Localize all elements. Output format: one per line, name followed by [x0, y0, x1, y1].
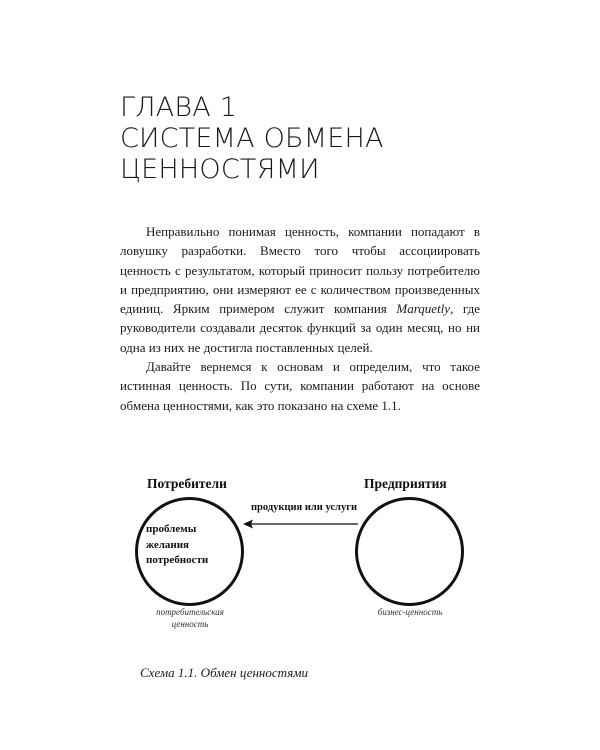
chapter-title-line-2: ЦЕННОСТЯМИ [120, 154, 320, 185]
business-value-label: бизнес-ценность [377, 607, 443, 617]
enterprises-circle [355, 497, 464, 606]
body-text [120, 222, 480, 415]
arrow-left-icon [240, 516, 360, 532]
paragraph-1 [120, 222, 480, 357]
paragraph-2: Давайте вернемся к основам и определим, что такое истинная ценность. По сути, компании работают на основе обмена ценностями, как это показано на схеме 1.1. [120, 359, 480, 413]
chapter-number: ГЛАВА 1 [120, 92, 238, 123]
needs-desires: желания [146, 538, 190, 551]
needs-requirements: потребности [146, 554, 209, 566]
paragraph-1-text-b: , где руководители создавали десяток функций за один месяц, но ни одна из них не достигла поставленных целей. [120, 301, 480, 355]
arrow-label: продукция или услуги [251, 502, 358, 513]
consumer-value-line-1: потребительская [156, 607, 224, 617]
company-name: Marquetly [396, 301, 451, 317]
paragraph-1-text-a: Неправильно понимая ценность, компании попадают в ловушку разработки. Вместо того чтобы ассоциировать ценность с результатом, который приносит пользу потребителю и предприятию, они измеряют ее с количеством произведенных единиц. Ярким примером служит компания [120, 224, 480, 317]
figure-caption: Схема 1.1. Обмен ценностями [140, 665, 309, 680]
chapter-title-line-1: СИСТЕМА ОБМЕНА [120, 123, 384, 154]
consumer-value-line-2: ценность [171, 619, 209, 629]
needs-problems: проблемы [146, 523, 197, 535]
consumers-title: Потребители [147, 476, 227, 491]
enterprises-title: Предприятия [364, 476, 447, 491]
consumer-needs [146, 522, 208, 569]
consumer-value-label [134, 606, 246, 630]
chapter-heading [120, 92, 520, 185]
